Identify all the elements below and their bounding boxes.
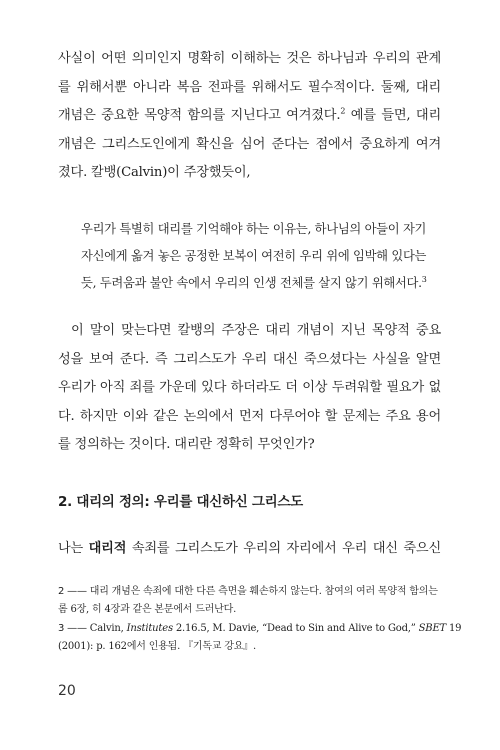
paragraph-line: 개념은 그리스도인에게 확신을 심어 준다는 점에서 중요하게 여겨 [58, 136, 441, 152]
quote-text: 듯, 두려움과 불안 속에서 우리의 인생 전체를 살지 않기 위해서다. [81, 276, 422, 290]
footnote-text: 대리 개념은 속죄에 대한 다른 측면을 훼손하지 않는다. 참여의 여러 목양적 함의는 [89, 586, 438, 597]
paragraph-line: 다. 하지만 이와 같은 논의에서 먼저 다루어야 할 문제는 주요 용어 [58, 408, 441, 424]
footnote-text: 19 [446, 623, 462, 634]
paragraph-line [58, 535, 441, 564]
footnote-dash: —— [67, 623, 87, 634]
paragraph-line: 성을 보여 준다. 즉 그리스도가 우리 대신 죽으셨다는 사실을 알면 [58, 351, 441, 367]
quote-line: 우리가 특별히 대리를 기억해야 하는 이유는, 하나님의 아들이 자기 [81, 222, 427, 236]
footnote-line: (2001): p. 162에서 인용됨. 『기독교 강요』. [58, 640, 256, 652]
paragraph-text: 나는 [58, 541, 89, 556]
section-heading: 2. 대리의 정의: 우리를 대신하신 그리스도 [58, 494, 303, 510]
footnote-line [58, 583, 448, 601]
footnote-text: Calvin, [89, 623, 127, 634]
block-quote [81, 216, 425, 297]
footnote-journal-title: SBET [418, 623, 447, 634]
paragraph-line: 졌다. 칼뱅(Calvin)이 주장했듯이, [58, 165, 251, 180]
paragraph-line [58, 102, 441, 131]
paragraph-line: 를 정의하는 것이다. 대리란 정확히 무엇인가? [58, 437, 315, 452]
footnote-number: 2 [58, 586, 65, 597]
paragraph-text: 예를 들면, 대리 [350, 108, 441, 123]
body-paragraph-2 [58, 317, 441, 460]
footnote-text: 2.16.5, M. Davie, “Dead to Sin and Alive to God,” [172, 623, 419, 634]
body-paragraph-3 [58, 535, 441, 564]
page-number: 20 [58, 683, 76, 699]
footnote-line [58, 620, 462, 638]
footnote-number: 3 [58, 623, 65, 634]
footnote-3 [58, 620, 462, 655]
paragraph-text: 개념은 중요한 목양적 함의를 지닌다고 여겨졌다. [58, 108, 341, 123]
footnote-book-title: Institutes [126, 623, 173, 634]
footnote-ref-2: 2 [340, 106, 346, 116]
footnote-ref-3: 3 [421, 274, 427, 284]
footnote-dash: —— [67, 586, 87, 597]
emphasized-term: 대리적 [88, 541, 127, 556]
footnote-line: 롬 6장, 히 4장과 같은 본문에서 드러난다. [58, 603, 237, 615]
paragraph-line: 이 말이 맞는다면 칼뱅의 주장은 대리 개념이 지닌 목양적 중요 [71, 323, 441, 338]
quote-line: 자신에게 옮겨 놓은 공정한 보복이 여전히 우리 위에 임박해 있다는 [81, 249, 427, 263]
footnote-2 [58, 583, 448, 618]
paragraph-text: 속죄를 그리스도가 우리의 자리에서 우리 대신 죽으신 [126, 541, 441, 556]
paragraph-line: 를 위해서뿐 아니라 복음 전파를 위해서도 필수적이다. 둘째, 대리 [58, 79, 441, 95]
paragraph-line: 우리가 아직 죄를 가운데 있다 하더라도 더 이상 두려워할 필요가 없 [58, 380, 441, 395]
quote-line [81, 270, 425, 297]
body-paragraph-1 [58, 45, 441, 188]
paragraph-line: 사실이 어떤 의미인지 명확히 이해하는 것은 하나님과 우리의 관계 [58, 51, 441, 66]
